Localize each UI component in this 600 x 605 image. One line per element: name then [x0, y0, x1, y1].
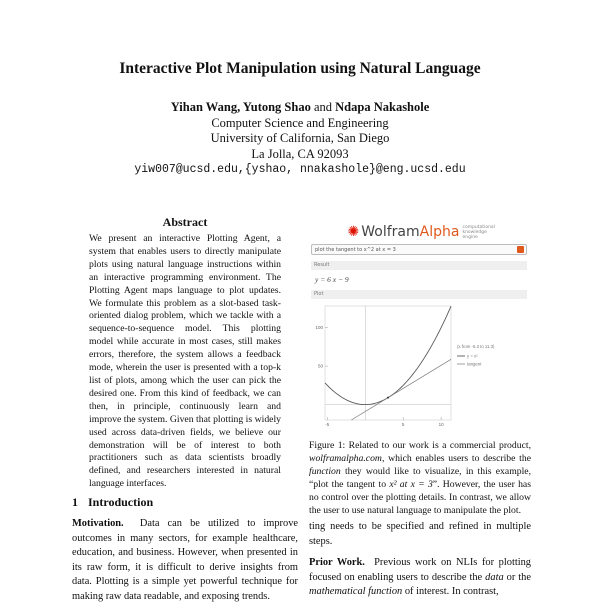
prior-work-paragraph — [309, 556, 531, 600]
continued-paragraph: ting needs to be specified and refined in multiple steps. — [309, 521, 531, 547]
wolfram-figure — [309, 220, 531, 430]
author-email[interactable]: yiw007@ucsd.edu,{yshao, nnakashole}@eng.ucsd.edu — [134, 163, 466, 176]
paper-title: Interactive Plot Manipulation using Natural Language — [119, 60, 481, 77]
prior-label: Prior Work. — [309, 557, 365, 568]
author-univ: University of California, San Diego — [210, 131, 390, 145]
caption-t1: Figure 1: Related to our work is a commercial product, — [309, 440, 531, 451]
author-and: and — [313, 100, 333, 114]
author-names — [0, 100, 600, 116]
caption-math: x² at x = 3 — [389, 478, 433, 490]
figure-caption — [309, 440, 531, 517]
motivation-label: Motivation. — [72, 518, 124, 529]
prior-text-3: of interest. In contrast, — [404, 586, 499, 598]
prior-text-2: or the — [506, 571, 531, 583]
abstract-text: We present an interactive Plotting Agent, a system that enables users to directly manipulate plots using natural language instructions within an interactive programming environment. The Plotting Agent maps language to plot updates. We formulate this problem as a slot-based task-oriented dialog problem, which we tackle with a sequence-to-sequence model. This plotting model while accurate in most cases, still makes errors, therefore, the system allows a feedback mode, wherein the user is presented with a top-k list of plots, among which the user can pick the desired one. From this kind of feedback, we can then, in principle, continuously learn and improve the system. Given that plotting is widely used across data-driven fields, we believe our demonstration will be of interest to both practitioners such as data scientists broadly defined, and researchers interested in natural language interfaces. — [89, 233, 281, 490]
caption-e1: wolframalpha.com — [309, 452, 382, 464]
brand-a: Wolfram — [361, 224, 420, 240]
caption-t3: they would like to visualize, in this example, “plot the tangent to — [309, 465, 531, 490]
author-city: La Jolla, CA 92093 — [251, 146, 349, 161]
brand-tagline: computational knowledge engine — [462, 224, 495, 240]
author-names-b: Ndapa Nakashole — [335, 100, 430, 114]
legend-range: (x from -5.3 to 11.3) — [457, 344, 495, 349]
tangent-point — [387, 397, 389, 399]
series-tangent-line — [351, 359, 451, 420]
submit-icon[interactable] — [517, 246, 524, 253]
function-plot — [311, 302, 527, 430]
legend-curve-label: y = x² — [467, 353, 478, 359]
query-input[interactable] — [311, 244, 527, 255]
x-tick-label: 5 — [401, 422, 405, 427]
abstract-heading: Abstract — [162, 215, 208, 229]
legend-tangent-label: tangent — [467, 361, 482, 367]
section-heading — [72, 495, 153, 510]
query-text: plot the tangent to x^2 at x = 3 — [315, 247, 396, 253]
plot-pod-header: Plot — [311, 290, 527, 299]
plot-frame — [325, 306, 451, 420]
wolfram-brand — [361, 224, 459, 240]
author-names-a: Yihan Wang, Yutong Shao — [170, 100, 311, 114]
wolfram-logo — [309, 220, 531, 244]
y-tick-label: 100 — [315, 325, 323, 331]
motivation-text: Data can be utilized to improve outcomes in many sectors, for example healthcare, education, and business. However, when presented in its raw form, it is difficult to derive insights from data. Plotting is a simple yet powerful technique for making raw data readable, and exposing trends. — [72, 518, 299, 602]
caption-t4: ”. However, the user has no control over the plotting details. In contrast, we allow the user to use natural language to manipulate the plot. — [309, 478, 531, 516]
caption-t2: , which enables users to describe the — [381, 452, 531, 464]
section-number: 1 — [72, 495, 78, 509]
caption-e2: function — [309, 465, 341, 477]
result-pod-header: Result — [311, 261, 527, 270]
x-tick-label: -5 — [325, 422, 330, 427]
prior-em-2: mathematical function — [309, 586, 403, 598]
author-dept: Computer Science and Engineering — [211, 115, 389, 130]
prior-text-1: Previous work on NLIs for plotting focused on enabling users to describe the — [309, 557, 531, 583]
series-curve-line — [325, 306, 451, 404]
motivation-paragraph — [72, 517, 298, 605]
prior-em-1: data — [485, 571, 504, 583]
section-title: Introduction — [88, 495, 154, 509]
author-block — [0, 100, 600, 178]
x-tick-label: 10 — [438, 422, 444, 427]
result-expression: y = 6 x − 9 — [315, 275, 349, 284]
brand-b: Alpha — [419, 224, 460, 240]
wolfram-star-icon: ✺ — [347, 224, 360, 240]
y-tick-label: 50 — [317, 363, 323, 369]
